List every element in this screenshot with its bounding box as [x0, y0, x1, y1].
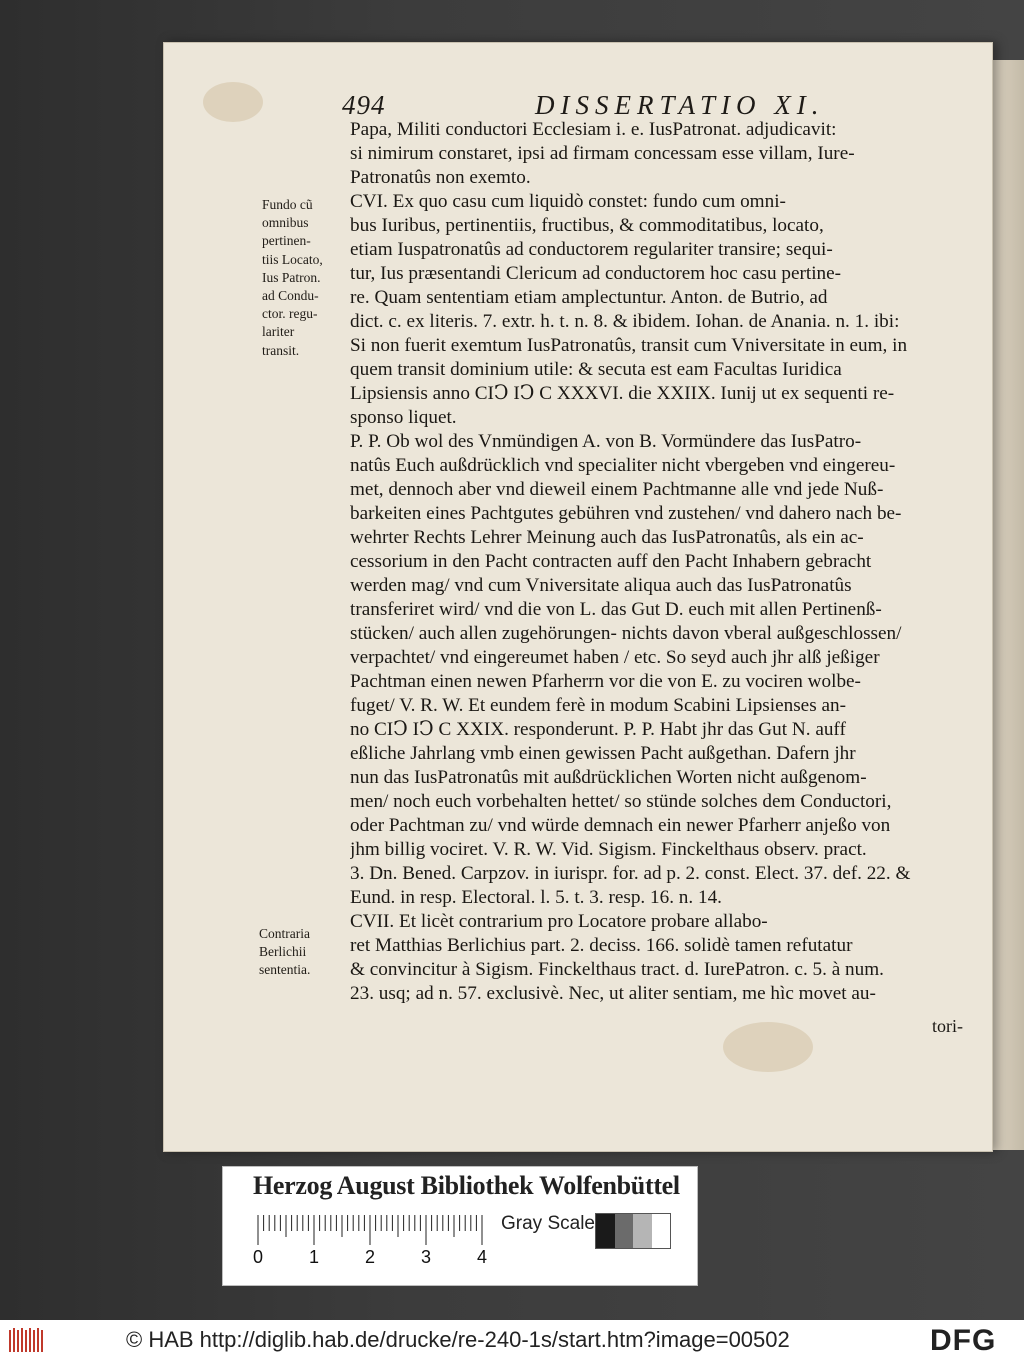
text-line: no CIↃ IↃ C XXIX. responderunt. P. P. Habt jhr das Gut N. auff	[350, 719, 846, 740]
next-page-edge	[990, 60, 1024, 1150]
text-line: Lipsiensis anno CIↃ IↃ C XXXVI. die XXIIX. Iunij ut ex sequenti re-	[350, 383, 895, 404]
text-line: etiam Iuspatronatûs ad conductorem regulariter transire; sequi-	[350, 239, 833, 260]
text-line: dict. c. ex literis. 7. extr. h. t. n. 8. & ibidem. Iohan. de Anania. n. 1. ibi:	[350, 311, 900, 332]
ruler-number: 1	[309, 1247, 320, 1267]
margin-note-line: tiis Locato,	[262, 251, 323, 267]
margin-note-line: transit.	[262, 342, 300, 358]
copyright-url[interactable]: © HAB http://diglib.hab.de/drucke/re-240-1s/start.htm?image=00502	[126, 1327, 790, 1352]
margin-note-line: Ius Patron.	[262, 269, 321, 285]
dfg-logo: DFG	[930, 1324, 997, 1357]
text-line: werden mag/ vnd cum Vniversitate aliqua auch das IusPatronatûs	[350, 575, 852, 596]
catchword: tori-	[932, 1016, 963, 1036]
ruler-number: 0	[253, 1247, 264, 1267]
margin-note-fundo	[262, 196, 352, 360]
page-number: 494	[342, 90, 386, 120]
margin-note-line: pertinen-	[262, 233, 311, 249]
running-title: DISSERTATIO XI.	[535, 90, 825, 120]
gray-swatch	[615, 1214, 634, 1248]
text-line: si nimirum constaret, ipsi ad firmam concessam esse villam, Iure-	[350, 143, 855, 164]
ruler-number: 2	[365, 1247, 376, 1267]
margin-note-line: ctor. regu-	[262, 306, 318, 322]
margin-note-line: omnibus	[262, 215, 309, 231]
margin-note-line: Fundo cũ	[262, 197, 313, 212]
text-line: fuget/ V. R. W. Et eundem ferè in modum Scabini Lipsienses an-	[350, 695, 846, 716]
text-line: Eund. in resp. Electoral. l. 5. t. 3. resp. 16. n. 14.	[350, 887, 722, 908]
text-line: met, dennoch aber vnd dieweil einem Pachtmanne alle vnd jede Nuß-	[350, 479, 884, 500]
text-line: Si non fuerit exemtum IusPatronatûs, transit cum Vniversitate in eum, in	[350, 335, 908, 356]
text-line: tur, Ius præsentandi Clericum ad conductorem hoc casu pertine-	[350, 263, 842, 284]
margin-note-line: sententia.	[259, 962, 311, 978]
text-line: Patronatûs non exemto.	[350, 167, 531, 188]
ruler-number: 4	[477, 1247, 488, 1267]
text-line: nun das IusPatronatûs mit außdrücklichen Worten nicht außgenom-	[350, 767, 867, 788]
text-line: oder Pachtman zu/ vnd würde demnach ein newer Pfarherr anjeßo von	[350, 815, 891, 836]
text-line: P. P. Ob wol des Vnmündigen A. von B. Vormündere das IusPatro-	[350, 431, 862, 452]
gray-swatch	[652, 1214, 671, 1248]
ruler-scale	[257, 1215, 487, 1245]
margin-note-line: Berlichii	[259, 944, 307, 960]
margin-note-contraria	[259, 925, 349, 980]
text-line: jhm billig vociret. V. R. W. Vid. Sigism. Finckelthaus observ. pract.	[350, 839, 867, 860]
text-line: 23. usq; ad n. 57. exclusivè. Nec, ut aliter sentiam, me hìc movet au-	[350, 983, 876, 1004]
text-line: stücken/ auch allen zugehörungen- nichts davon vberal außgeschlossen/	[350, 623, 902, 644]
text-line: bus Iuribus, pertinentiis, fructibus, & commoditatibus, locato,	[350, 215, 824, 236]
margin-note-line: lariter	[262, 324, 295, 340]
text-line: CVI. Ex quo casu cum liquidò constet: fundo cum omni-	[350, 191, 786, 212]
text-line: natûs Euch außdrücklich vnd specialiter nicht vbergeben vnd eingereu-	[350, 455, 896, 476]
text-line: wehrter Rechts Lehrer Meinung auch das IusPatronatûs, als ein ac-	[350, 527, 864, 548]
text-line: cessorium in den Pacht contracten auff den Pacht Inhabern gebracht	[350, 551, 872, 572]
library-name: Herzog August Bibliothek Wolfenbüttel	[253, 1171, 680, 1200]
margin-note-line: Contraria	[259, 926, 310, 941]
text-line: Pachtman einen newen Pfarherrn vor die von E. zu vociren wolbe-	[350, 671, 861, 692]
text-line: eßliche Jahrlang vmb einen gewissen Pacht außgethan. Dafern jhr	[350, 743, 856, 764]
text-line: transferiret wird/ vnd die von L. das Gut D. euch mit allen Pertinenß-	[350, 599, 882, 620]
color-target-card	[222, 1166, 698, 1286]
gray-swatch	[633, 1214, 652, 1248]
text-line: verpachtet/ vnd eingereumet haben / etc. So seyd auch jhr alß jeßiger	[350, 647, 880, 668]
text-line: Papa, Militi conductori Ecclesiam i. e. IusPatronat. adjudicavit:	[350, 119, 837, 140]
text-line: 3. Dn. Bened. Carpzov. in iurispr. for. ad p. 2. const. Elect. 37. def. 22. &	[350, 863, 911, 884]
footer-bar	[0, 1320, 1024, 1361]
text-line: barkeiten eines Pachtgutes gebühren vnd zustehen/ vnd dahero nach be-	[350, 503, 902, 524]
ruler-number: 3	[421, 1247, 432, 1267]
text-line: men/ noch euch vorbehalten hettet/ so stünde solches dem Conductori,	[350, 791, 892, 812]
margin-note-line: ad Condu-	[262, 288, 319, 304]
gray-swatch	[596, 1214, 615, 1248]
text-line: CVII. Et licèt contrarium pro Locatore probare allabo-	[350, 911, 768, 932]
gray-scale-label: Gray Scale	[501, 1213, 595, 1234]
text-line: sponso liquet.	[350, 407, 457, 428]
text-line: ret Matthias Berlichius part. 2. deciss. 166. solidè tamen refutatur	[350, 935, 853, 956]
text-line: quem transit dominium utile: & secuta est eam Facultas Iuridica	[350, 359, 842, 380]
hab-logo-icon	[8, 1326, 48, 1354]
text-line: & convincitur à Sigism. Finckelthaus tract. d. IurePatron. c. 5. à num.	[350, 959, 884, 980]
gray-scale-swatches	[595, 1213, 671, 1249]
text-line: re. Quam sententiam etiam amplectuntur. Anton. de Butrio, ad	[350, 287, 828, 308]
main-text-block	[350, 118, 962, 1006]
